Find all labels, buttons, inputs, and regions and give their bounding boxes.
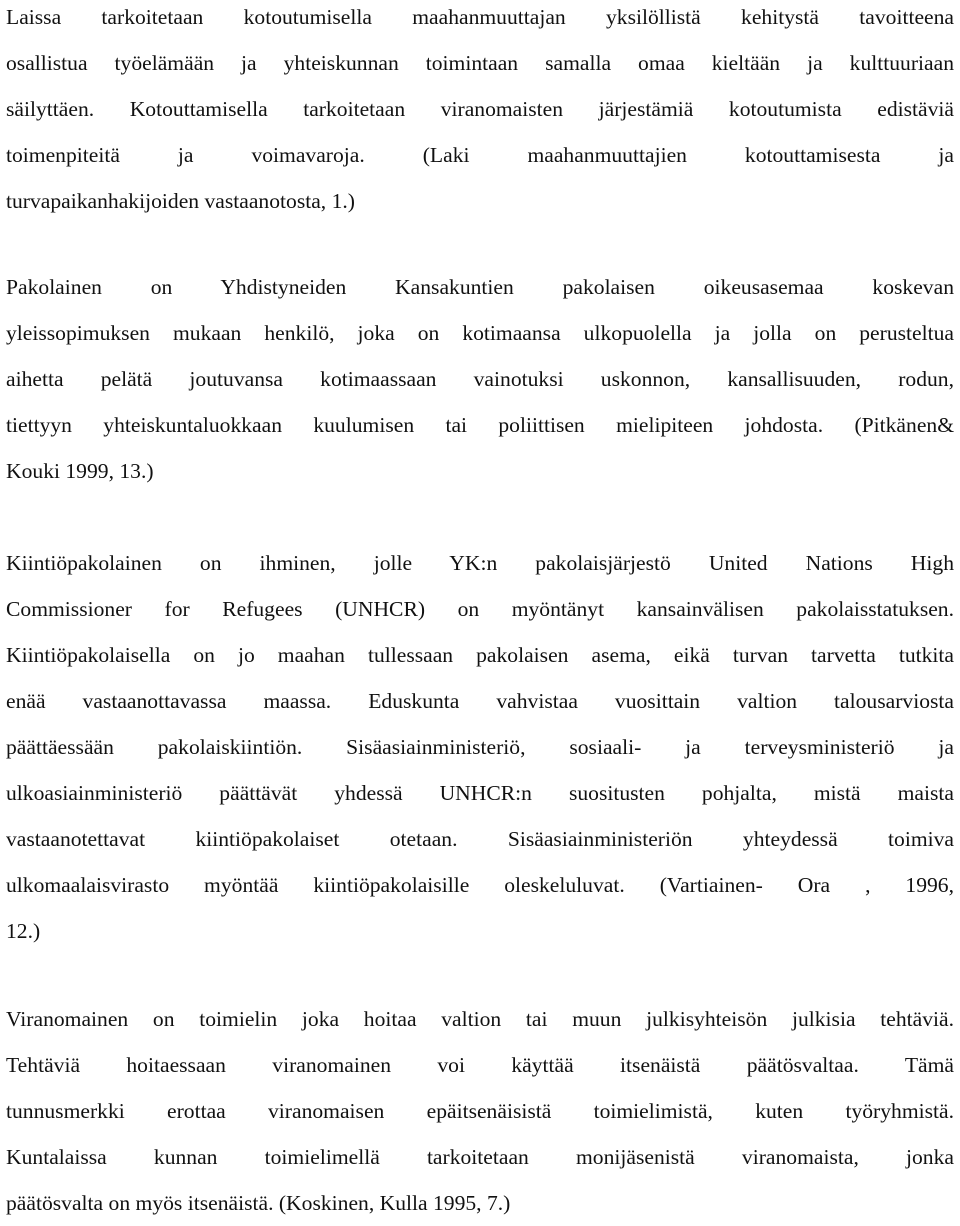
text-line: säilyttäen. Kotouttamisella tarkoitetaan viranomaisten järjestämiä kotoutumista edistäviä	[6, 97, 954, 121]
text-line: enää vastaanottavassa maassa. Eduskunta vahvistaa vuosittain valtion talousarviosta	[6, 689, 954, 713]
text-line: ulkoasiainministeriö päättävät yhdessä UNHCR:n suositusten pohjalta, mistä maista	[6, 781, 954, 805]
text-line: Kiintiöpakolainen on ihminen, jolle YK:n pakolaisjärjestö United Nations High	[6, 551, 954, 575]
text-line: Commissioner for Refugees (UNHCR) on myöntänyt kansainvälisen pakolaisstatuksen.	[6, 597, 954, 621]
text-line: toimenpiteitä ja voimavaroja. (Laki maahanmuuttajien kotouttamisesta ja	[6, 143, 954, 167]
text-line: Kiintiöpakolaisella on jo maahan tullessaan pakolaisen asema, eikä turvan tarvetta tutkita	[6, 643, 954, 667]
text-line: Pakolainen on Yhdistyneiden Kansakuntien pakolaisen oikeusasemaa koskevan	[6, 275, 954, 299]
text-line: Viranomainen on toimielin joka hoitaa valtion tai muun julkisyhteisön julkisia tehtäviä.	[6, 1007, 954, 1031]
text-line: Tehtäviä hoitaessaan viranomainen voi käyttää itsenäistä päätösvaltaa. Tämä	[6, 1053, 954, 1077]
paragraph-viranomainen	[6, 996, 954, 1226]
paragraph-kiintiopakolainen	[6, 540, 954, 954]
text-line: osallistua työelämään ja yhteiskunnan toimintaan samalla omaa kieltään ja kulttuuriaan	[6, 51, 954, 75]
text-line: tunnusmerkki erottaa viranomaisen epäitsenäisistä toimielimistä, kuten työryhmistä.	[6, 1099, 954, 1123]
text-line: turvapaikanhakijoiden vastaanotosta, 1.)	[6, 189, 355, 213]
text-line: aihetta pelätä joutuvansa kotimaassaan vainotuksi uskonnon, kansallisuuden, rodun,	[6, 367, 954, 391]
text-line: 12.)	[6, 919, 41, 943]
text-line: ulkomaalaisvirasto myöntää kiintiöpakolaisille oleskeluluvat. (Vartiainen- Ora , 1996,	[6, 873, 954, 897]
text-line: päättäessään pakolaiskiintiön. Sisäasiainministeriö, sosiaali- ja terveysministeriö ja	[6, 735, 954, 759]
text-line: Kuntalaissa kunnan toimielimellä tarkoitetaan monijäsenistä viranomaista, jonka	[6, 1145, 954, 1169]
text-line: päätösvalta on myös itsenäistä. (Koskinen, Kulla 1995, 7.)	[6, 1191, 511, 1215]
text-line: yleissopimuksen mukaan henkilö, joka on kotimaansa ulkopuolella ja jolla on perusteltua	[6, 321, 954, 345]
text-line: tiettyyn yhteiskuntaluokkaan kuulumisen tai poliittisen mielipiteen johdosta. (Pitkänen&	[6, 413, 954, 437]
text-line: vastaanotettavat kiintiöpakolaiset otetaan. Sisäasiainministeriön yhteydessä toimiva	[6, 827, 954, 851]
paragraph-kotoutuminen	[6, 0, 954, 224]
text-line: Kouki 1999, 13.)	[6, 459, 154, 483]
text-line: Laissa tarkoitetaan kotoutumisella maahanmuuttajan yksilöllistä kehitystä tavoitteena	[6, 5, 954, 29]
paragraph-pakolainen	[6, 264, 954, 494]
